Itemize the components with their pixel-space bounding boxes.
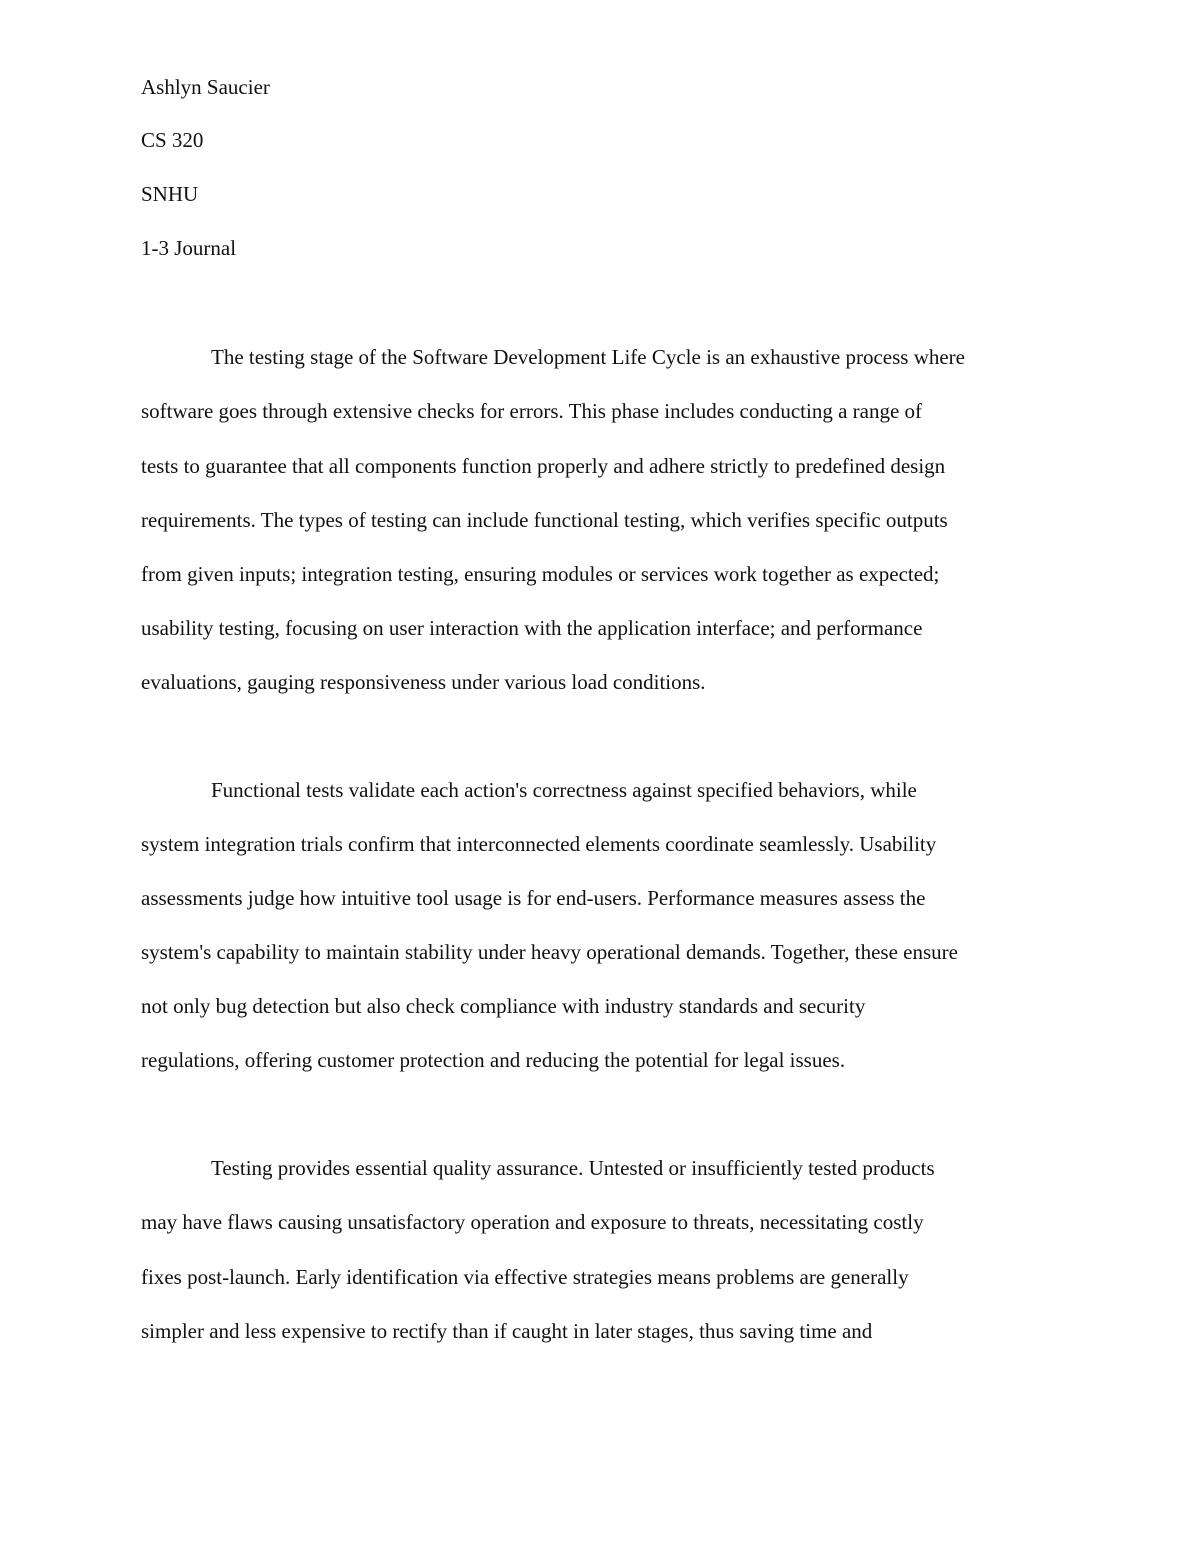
paragraph-line: usability testing, focusing on user interaction with the application interface; and performance [141,616,923,640]
paragraph-line: Functional tests validate each action's correctness against specified behaviors, while [211,778,917,802]
paragraph-line: assessments judge how intuitive tool usage is for end-users. Performance measures assess the [141,886,926,910]
school-name: SNHU [141,182,199,206]
paragraph-line: not only bug detection but also check compliance with industry standards and security [141,994,866,1018]
paragraph-line: tests to guarantee that all components function properly and adhere strictly to predefined design [141,454,946,478]
paragraph-line: fixes post-launch. Early identification via effective strategies means problems are generally [141,1265,909,1289]
paragraph-line: Testing provides essential quality assurance. Untested or insufficiently tested products [211,1156,935,1180]
author-name: Ashlyn Saucier [141,75,270,99]
paragraph-line: may have flaws causing unsatisfactory operation and exposure to threats, necessitating costly [141,1210,924,1234]
paragraph-line: The testing stage of the Software Development Life Cycle is an exhaustive process where [211,345,966,369]
paragraph-line: system integration trials confirm that interconnected elements coordinate seamlessly. Usability [141,832,937,856]
paragraph-line: requirements. The types of testing can include functional testing, which verifies specific outputs [141,508,948,532]
course-code: CS 320 [141,128,204,152]
paragraph-line: regulations, offering customer protection and reducing the potential for legal issues. [141,1048,846,1072]
paragraph-line: system's capability to maintain stability under heavy operational demands. Together, these ensure [141,940,958,964]
assignment-title: 1-3 Journal [141,236,237,260]
paragraph-line: from given inputs; integration testing, ensuring modules or services work together as expected; [141,562,940,586]
paragraph-line: software goes through extensive checks for errors. This phase includes conducting a range of [141,399,923,423]
paragraph-line: evaluations, gauging responsiveness under various load conditions. [141,670,706,694]
paragraph-line: simpler and less expensive to rectify than if caught in later stages, thus saving time and [141,1319,873,1343]
